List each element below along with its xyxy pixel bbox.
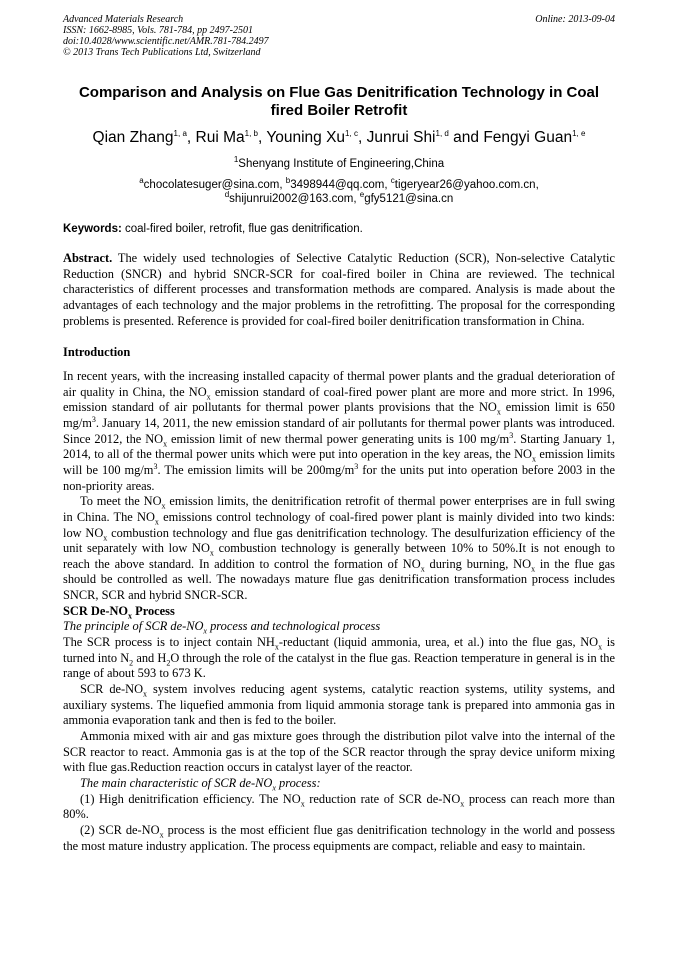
separator: , bbox=[353, 193, 360, 205]
separator: , bbox=[384, 179, 391, 191]
paper-body bbox=[63, 251, 615, 854]
email-link[interactable]: gfy5121@sina.cn bbox=[364, 193, 454, 205]
separator: , bbox=[257, 129, 267, 146]
email-link[interactable]: shijunrui2002@163.com bbox=[229, 193, 354, 205]
abstract-text: The widely used technologies of Selective Catalytic Reduction (SCR), Non-selective Catalytic Reduction (SNCR) and hybrid SNCR-SCR for coal-fired boiler in China are reviewed. The technical characteristics of different processes and transformation methods are compared. Analysis is made about the advantages of each technology and the major problems in the retrofitting. The proposal for the corresponding problems is presented. Reference is provided for coal-fired boiler denitrification transformation in China. bbox=[63, 251, 616, 328]
author-list bbox=[63, 128, 615, 148]
journal-copyright: © 2013 Trans Tech Publications Ltd, Switzerland bbox=[63, 47, 261, 58]
email-mark: d bbox=[224, 190, 230, 200]
email-link[interactable]: 3498944@qq.com bbox=[290, 179, 385, 191]
scr-characteristic-heading: The main characteristic of SCR $de-NO_x$ process: bbox=[80, 776, 321, 793]
author-affil-mark: 1, c bbox=[345, 128, 358, 138]
scr-paragraph-2: SCR $de-NO_x$ system involves reducing agent systems, catalytic reaction systems, utility systems, and auxiliary systems. The liquefied ammonia from liquid ammonia storage tank is prepared into ammonia gas in ammonia evaporation tank and then is fed to the boiler. bbox=[63, 682, 615, 728]
affil-mark: 1 bbox=[233, 155, 239, 165]
intro-paragraph-2: To meet the $NO_x$ emission limits, the denitrification retrofit of thermal power enterprises are in full swing in China. The $NO_x$ emissions control technology of coal-fired power plant is mainly divided into two kinds: low $NO_x$ combustion technology and flue gas denitrification technology. The desulfurization efficiency of the unit separately with low $NO_x$ combustion technology is generally between 10% to 50%.It is not enough to reach the above standard. In addition to control the formation of $NO_x$ during burning, $NO_x$ in the flue gas should be controlled as well. The nowadays mature flue gas denitrification transformation process includes SNCR, SCR and hybrid SNCR-SCR. bbox=[63, 494, 615, 603]
author-name: Qian Zhang bbox=[92, 129, 174, 146]
email-list bbox=[63, 178, 615, 206]
author-name: Fengyi Guan bbox=[483, 129, 573, 146]
abstract-label: Abstract. bbox=[63, 251, 113, 265]
separator: , bbox=[535, 179, 539, 191]
email-mark: a bbox=[139, 176, 144, 186]
author-name: Rui Ma bbox=[195, 129, 245, 146]
section-heading-introduction: Introduction bbox=[63, 345, 131, 360]
subsection-heading-principle: The principle of SCR $de-NO_x$ process and technological process bbox=[63, 619, 381, 636]
journal-name: Advanced Materials Research bbox=[63, 14, 184, 25]
affil-text: Shenyang Institute of Engineering,China bbox=[238, 158, 445, 170]
separator: , bbox=[357, 129, 367, 146]
author-affil-mark: 1, b bbox=[244, 128, 258, 138]
intro-paragraph-1: In recent years, with the increasing installed capacity of thermal power plants and the gradual deterioration of air quality in China, the $NO_x$ emission standard of coal-fired power plant are more and more strict. In 1996, emission standard of air pollutants for thermal power plants provisions that the $NO_x$ emission limit is 650 $mg/m^3$. January 14, 2011, the new emission standard of air pollutants for thermal power plants was introduced. Since 2012, the $NO_x$ emission limit of new thermal power generating units is 100 $mg/m^3$. Starting January 1, 2014, to all of the thermal power units which were put into operation in the key areas, the $NO_x$ emission limits will be 100 $mg/m^3$. The emission limits will be $200mg/m^3$ for the units put into operation before 2003 in the non-priority areas. bbox=[63, 368, 616, 493]
author-name: Junrui Shi bbox=[366, 129, 436, 146]
email-mark: b bbox=[285, 176, 291, 186]
separator: , bbox=[186, 129, 196, 146]
author-affil-mark: 1, d bbox=[435, 128, 449, 138]
online-date: Online: 2013-09-04 bbox=[535, 14, 615, 25]
email-mark: e bbox=[359, 190, 365, 200]
scr-paragraph-1: The SCR process is to inject contain $NH_x$-reductant (liquid ammonia, urea, et al.) into the flue gas, $NO_x$ is turned into $N_2$ and $H_2O$ through the role of the catalyst in the flue gas. Reaction temperature in general is in the range of about 593 to 673 K. bbox=[63, 635, 615, 681]
journal-issn: ISSN: 1662-8985, Vols. 781-784, pp 2497-2501 bbox=[63, 25, 253, 36]
scr-characteristic-item-1: (1) High denitrification efficiency. The $NO_x$ reduction rate of SCR $de-NO_x$ process can reach more than 80%. bbox=[63, 791, 615, 822]
keywords bbox=[63, 222, 615, 236]
scr-characteristic-item-2: (2) SCR $de-NO_x$ process is the most efficient flue gas denitrification technology in the world and possess the most mature industry application. The process equipments are compact, reliable and easy to maintain. bbox=[63, 822, 615, 853]
separator: , bbox=[279, 179, 286, 191]
author-name: Youning Xu bbox=[266, 129, 346, 146]
abstract bbox=[63, 251, 615, 329]
keywords-label: Keywords: bbox=[63, 223, 122, 235]
email-link[interactable]: tigeryear26@yahoo.com.cn bbox=[394, 179, 536, 191]
email-link[interactable]: chocolatesuger@sina.com bbox=[143, 179, 280, 191]
separator: and bbox=[448, 129, 484, 146]
affiliation bbox=[63, 157, 615, 171]
section-heading-scr: SCR $De-NO_x$ Process bbox=[63, 603, 175, 621]
email-mark: c bbox=[390, 176, 395, 186]
journal-doi: doi:10.4028/www.scientific.net/AMR.781-784.2497 bbox=[63, 36, 269, 47]
paper-title: Comparison and Analysis on Flue Gas Denitrification Technology in Coal fired Boiler Retrofit bbox=[78, 84, 600, 119]
author-affil-mark: 1, e bbox=[572, 128, 586, 138]
author-affil-mark: 1, a bbox=[173, 128, 187, 138]
journal-header bbox=[63, 14, 615, 58]
scr-paragraph-3: Ammonia mixed with air and gas mixture goes through the distribution pilot valve into the internal of the SCR reactor to react. Ammonia gas is at the top of the SCR reactor through the spray device uniform mixing with flue gas.Reduction reaction occurs in catalyst layer of the reactor. bbox=[63, 729, 615, 775]
keywords-text: coal-fired boiler, retrofit, flue gas denitrification. bbox=[125, 223, 363, 235]
